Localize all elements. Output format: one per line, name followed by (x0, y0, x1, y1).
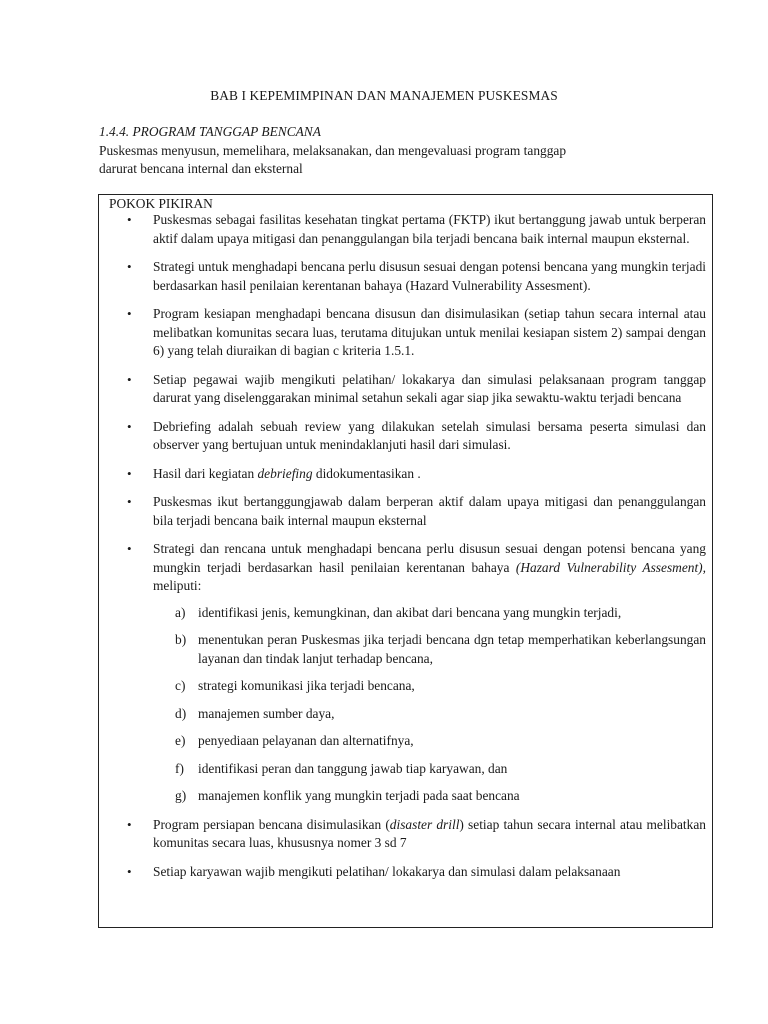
bullet-text: Setiap karyawan wajib mengikuti pelatihan/ lokakarya dan simulasi dalam pelaksanaan (153, 863, 621, 879)
sub-letter: b) (175, 632, 187, 647)
text-run: didokumentasikan . (312, 465, 421, 481)
pokok-pikiran-box (98, 194, 713, 928)
italic-term: disaster drill (389, 816, 460, 832)
bullet-text (153, 817, 706, 851)
text-run: Hasil dari kegiatan (153, 465, 258, 481)
list-item (99, 418, 713, 455)
sub-letter: c) (175, 678, 186, 693)
box-title: POKOK PIKIRAN (109, 196, 213, 211)
sub-item (153, 604, 706, 623)
bullet-text: Setiap pegawai wajib mengikuti pelatihan/ lokakarya dan simulasi pelaksanaan program tanggap darurat yang diselenggarakan minimal setahun sekali agar siap jika sewaktu-waktu terjadi bencana (153, 371, 706, 405)
italic-term: (Hazard Vulnerability Assesment), (515, 559, 706, 575)
sub-item (153, 705, 706, 724)
text-run: meliputi: (153, 578, 202, 593)
list-item (99, 540, 713, 806)
sub-text: identifikasi jenis, kemungkinan, dan akibat dari bencana yang mungkin terjadi, (198, 604, 622, 620)
sub-list (153, 604, 706, 806)
bullet-text (153, 541, 706, 593)
sub-letter: d) (175, 705, 187, 721)
bullet-text: Strategi untuk menghadapi bencana perlu disusun sesuai dengan potensi bencana yang mungkin terjadi berdasarkan hasil penilaian kerentanan bahaya (Hazard Vulnerability Assesment). (153, 259, 706, 293)
list-item (99, 211, 713, 248)
list-item (99, 305, 713, 361)
bullet-text (153, 466, 421, 481)
sub-letter: e) (175, 733, 186, 748)
sub-text: menentukan peran Puskesmas jika terjadi bencana dgn tetap memperhatikan keberlangsungan layanan dan tindak lanjut terhadap bencana, (198, 632, 706, 666)
sub-item (153, 631, 706, 668)
bullet-list (99, 211, 713, 891)
sub-text: penyediaan pelayanan dan alternatifnya, (198, 733, 414, 748)
bullet-icon: • (127, 306, 132, 321)
intro-line-2: darurat bencana internal dan eksternal (99, 161, 303, 176)
sub-text: manajemen konflik yang mungkin terjadi pada saat bencana (198, 788, 520, 803)
list-item (99, 493, 713, 530)
bullet-icon: • (127, 465, 132, 481)
sub-letter: f) (175, 760, 184, 776)
list-item (99, 258, 713, 295)
bullet-text: Program kesiapan menghadapi bencana disusun dan disimulasikan (setiap tahun secara internal atau melibatkan komunitas secara luas, terutama ditujukan untuk menilai kesiapan sistem 2) sampai dengan 6) yang telah diuraikan di bagian c kriteria 1.5.1. (153, 306, 706, 358)
sub-item (153, 677, 706, 696)
list-item (99, 465, 713, 484)
sub-item (153, 760, 706, 779)
list-item (99, 371, 713, 408)
sub-text: strategi komunikasi jika terjadi bencana, (198, 678, 415, 693)
bullet-icon: • (127, 494, 132, 509)
bullet-icon: • (127, 863, 132, 879)
bullet-icon: • (127, 816, 132, 832)
sub-letter: g) (175, 788, 187, 803)
bullet-text: Debriefing adalah sebuah review yang dilakukan setelah simulasi bersama peserta simulasi dan observer yang bertujuan untuk menindaklanjuti hasil dari simulasi. (153, 418, 706, 452)
sub-item (153, 732, 706, 751)
text-run: Strategi dan rencana untuk menghadapi bencana perlu disusun sesuai dengan potensi bencana yang mungkin terjadi berdasarkan hasil penilaian kerentanan bahaya (153, 541, 706, 575)
text-run: Program persiapan bencana disimulasikan ( (153, 816, 390, 832)
page-title: BAB I KEPEMIMPINAN DAN MANAJEMEN PUSKESMAS (210, 88, 558, 103)
list-item (99, 863, 713, 882)
intro-line-1: Puskesmas menyusun, memelihara, melaksanakan, dan mengevaluasi program tanggap (99, 143, 567, 158)
bullet-icon: • (127, 371, 132, 387)
section-heading: 1.4.4. PROGRAM TANGGAP BENCANA (99, 124, 321, 139)
bullet-text: Puskesmas ikut bertanggungjawab dalam berperan aktif dalam upaya mitigasi dan penanggulangan bila terjadi bencana baik internal maupun eksternal (153, 494, 706, 528)
bullet-icon: • (127, 418, 132, 434)
bullet-icon: • (127, 259, 132, 274)
sub-text: identifikasi peran dan tanggung jawab tiap karyawan, dan (198, 760, 508, 776)
sub-letter: a) (175, 604, 186, 620)
bullet-icon: • (127, 212, 132, 227)
sub-item (153, 787, 706, 806)
text-run: ) setiap tahun secara internal atau melibatkan komunitas secara luas, khususnya nomer 3 sd 7 (153, 816, 706, 850)
italic-term: debriefing (257, 465, 313, 481)
list-item (99, 816, 713, 853)
section-intro (99, 142, 659, 178)
sub-text: manajemen sumber daya, (198, 705, 335, 721)
bullet-text: Puskesmas sebagai fasilitas kesehatan tingkat pertama (FKTP) ikut bertanggung jawab untuk berperan aktif dalam upaya mitigasi dan penanggulangan bila terjadi bencana baik internal maupun eksternal. (153, 212, 706, 246)
bullet-icon: • (127, 541, 132, 556)
